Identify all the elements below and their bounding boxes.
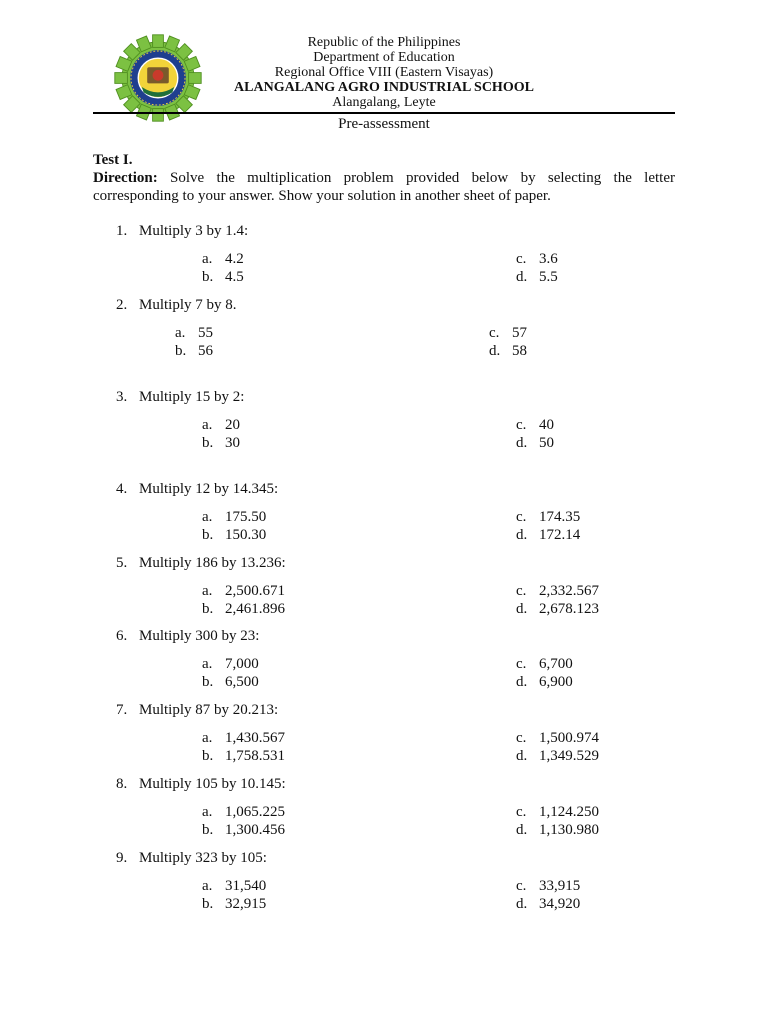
header-region: Regional Office VIII (Eastern Visayas) — [274, 65, 494, 80]
choice-letter: d. — [516, 822, 528, 838]
choice-c — [516, 508, 580, 526]
choice-letter: c. — [516, 509, 527, 525]
choice-value: 40 — [539, 417, 554, 433]
choice-value: 175.50 — [225, 509, 267, 525]
choice-letter: c. — [516, 251, 527, 267]
choice-a — [175, 324, 213, 342]
choice-letter: b. — [202, 527, 214, 543]
header-divider — [93, 112, 675, 114]
choice-letter: d. — [489, 343, 501, 359]
choice-d — [516, 600, 599, 618]
choice-value: 1,430.567 — [225, 730, 285, 746]
choice-letter: d. — [516, 527, 528, 543]
choice-value: 2,461.896 — [225, 601, 285, 617]
choice-value: 1,758.531 — [225, 748, 285, 764]
choice-letter: c. — [516, 583, 527, 599]
choice-letter: b. — [175, 343, 187, 359]
choice-value: 2,332.567 — [539, 583, 599, 599]
choice-letter: c. — [489, 325, 500, 341]
choice-d — [516, 268, 558, 286]
direction-label: Direction: — [93, 170, 158, 186]
question-stem — [116, 222, 248, 240]
choice-a — [202, 508, 266, 526]
choice-letter: c. — [516, 878, 527, 894]
choice-letter: a. — [202, 804, 213, 820]
choice-letter: a. — [202, 417, 213, 433]
choice-value: 50 — [539, 435, 554, 451]
choice-d — [516, 673, 573, 691]
direction-text: Solve the multiplication problem provided below by selecting the letter corresponding to your answer. Show your solution in another sheet of paper. — [93, 170, 675, 204]
choice-c — [516, 729, 599, 747]
choice-value: 1,500.974 — [539, 730, 599, 746]
choice-b — [202, 600, 285, 618]
choice-b — [202, 747, 285, 765]
choice-value: 5.5 — [539, 269, 558, 285]
choice-value: 3.6 — [539, 251, 558, 267]
choice-letter: b. — [202, 822, 214, 838]
choice-letter: b. — [202, 674, 214, 690]
question-stem — [116, 554, 286, 572]
choice-letter: c. — [516, 804, 527, 820]
choice-value: 6,500 — [225, 674, 259, 690]
choice-value: 30 — [225, 435, 240, 451]
choice-value: 172.14 — [539, 527, 581, 543]
choice-value: 174.35 — [539, 509, 581, 525]
document-subtitle: Pre-assessment — [338, 116, 430, 132]
question-stem — [116, 480, 278, 498]
choice-value: 6,700 — [539, 656, 573, 672]
choice-value: 56 — [198, 343, 213, 359]
choice-letter: a. — [202, 730, 213, 746]
choice-letter: d. — [516, 435, 528, 451]
choice-value: 55 — [198, 325, 213, 341]
choice-letter: c. — [516, 656, 527, 672]
choice-value: 32,915 — [225, 896, 267, 912]
choice-value: 7,000 — [225, 656, 259, 672]
question-stem — [116, 296, 237, 314]
choice-b — [202, 268, 244, 286]
choice-value: 1,065.225 — [225, 804, 285, 820]
choice-c — [489, 324, 527, 342]
question-stem — [116, 627, 259, 645]
choice-d — [516, 434, 554, 452]
question-number: 7. — [116, 702, 128, 718]
choice-b — [202, 821, 285, 839]
choice-value: 150.30 — [225, 527, 267, 543]
question-text: Multiply 300 by 23: — [139, 628, 260, 644]
choice-b — [202, 895, 266, 913]
question-number: 8. — [116, 776, 128, 792]
question-number: 6. — [116, 628, 128, 644]
header-school-name: ALANGALANG AGRO INDUSTRIAL SCHOOL — [234, 80, 534, 95]
header-location: Alangalang, Leyte — [332, 95, 436, 110]
choice-c — [516, 877, 580, 895]
choice-letter: b. — [202, 896, 214, 912]
choice-c — [516, 655, 573, 673]
choice-value: 57 — [512, 325, 527, 341]
choice-d — [489, 342, 527, 360]
choice-b — [202, 526, 266, 544]
choice-c — [516, 416, 554, 434]
choice-value: 34,920 — [539, 896, 581, 912]
choice-letter: d. — [516, 269, 528, 285]
question-text: Multiply 12 by 14.345: — [139, 481, 279, 497]
choice-a — [202, 655, 259, 673]
choice-letter: b. — [202, 269, 214, 285]
choice-letter: d. — [516, 896, 528, 912]
choice-a — [202, 803, 285, 821]
choice-value: 2,500.671 — [225, 583, 285, 599]
question-number: 1. — [116, 223, 128, 239]
choice-value: 20 — [225, 417, 240, 433]
choice-letter: a. — [202, 509, 213, 525]
question-text: Multiply 87 by 20.213: — [139, 702, 279, 718]
choice-letter: d. — [516, 601, 528, 617]
question-stem — [116, 701, 278, 719]
choice-letter: b. — [202, 748, 214, 764]
choice-value: 1,124.250 — [539, 804, 599, 820]
choice-c — [516, 803, 599, 821]
choice-value: 4.5 — [225, 269, 244, 285]
question-number: 9. — [116, 850, 128, 866]
question-text: Multiply 3 by 1.4: — [139, 223, 249, 239]
document-header — [93, 33, 675, 113]
choice-value: 1,300.456 — [225, 822, 285, 838]
choice-a — [202, 877, 266, 895]
choice-letter: d. — [516, 674, 528, 690]
choice-letter: d. — [516, 748, 528, 764]
question-stem — [116, 388, 244, 406]
test-section — [93, 151, 675, 205]
header-republic: Republic of the Philippines — [307, 35, 461, 50]
question-number: 4. — [116, 481, 128, 497]
choice-letter: b. — [202, 601, 214, 617]
choice-letter: a. — [175, 325, 186, 341]
choice-a — [202, 250, 244, 268]
choice-value: 33,915 — [539, 878, 581, 894]
test-title: Test I. — [93, 152, 133, 168]
choice-d — [516, 821, 599, 839]
choice-d — [516, 747, 599, 765]
question-number: 2. — [116, 297, 128, 313]
choice-value: 4.2 — [225, 251, 244, 267]
question-text: Multiply 323 by 105: — [139, 850, 267, 866]
choice-letter: c. — [516, 730, 527, 746]
choice-c — [516, 582, 599, 600]
question-text: Multiply 7 by 8. — [139, 297, 237, 313]
choice-c — [516, 250, 558, 268]
choice-value: 31,540 — [225, 878, 267, 894]
question-text: Multiply 105 by 10.145: — [139, 776, 286, 792]
choice-letter: a. — [202, 656, 213, 672]
question-text: Multiply 186 by 13.236: — [139, 555, 286, 571]
question-number: 5. — [116, 555, 128, 571]
choice-value: 1,349.529 — [539, 748, 599, 764]
choice-d — [516, 895, 580, 913]
question-stem — [116, 775, 286, 793]
choice-b — [202, 673, 259, 691]
question-stem — [116, 849, 267, 867]
question-text: Multiply 15 by 2: — [139, 389, 245, 405]
choice-letter: a. — [202, 878, 213, 894]
choice-value: 1,130.980 — [539, 822, 599, 838]
question-number: 3. — [116, 389, 128, 405]
choice-a — [202, 416, 240, 434]
choice-letter: a. — [202, 251, 213, 267]
choice-letter: b. — [202, 435, 214, 451]
choice-letter: a. — [202, 583, 213, 599]
choice-value: 6,900 — [539, 674, 573, 690]
choice-a — [202, 729, 285, 747]
choice-a — [202, 582, 285, 600]
choice-letter: c. — [516, 417, 527, 433]
choice-value: 58 — [512, 343, 527, 359]
test-direction — [93, 169, 675, 205]
choice-d — [516, 526, 580, 544]
header-department: Department of Education — [313, 50, 455, 65]
choice-value: 2,678.123 — [539, 601, 599, 617]
choice-b — [202, 434, 240, 452]
choice-b — [175, 342, 213, 360]
